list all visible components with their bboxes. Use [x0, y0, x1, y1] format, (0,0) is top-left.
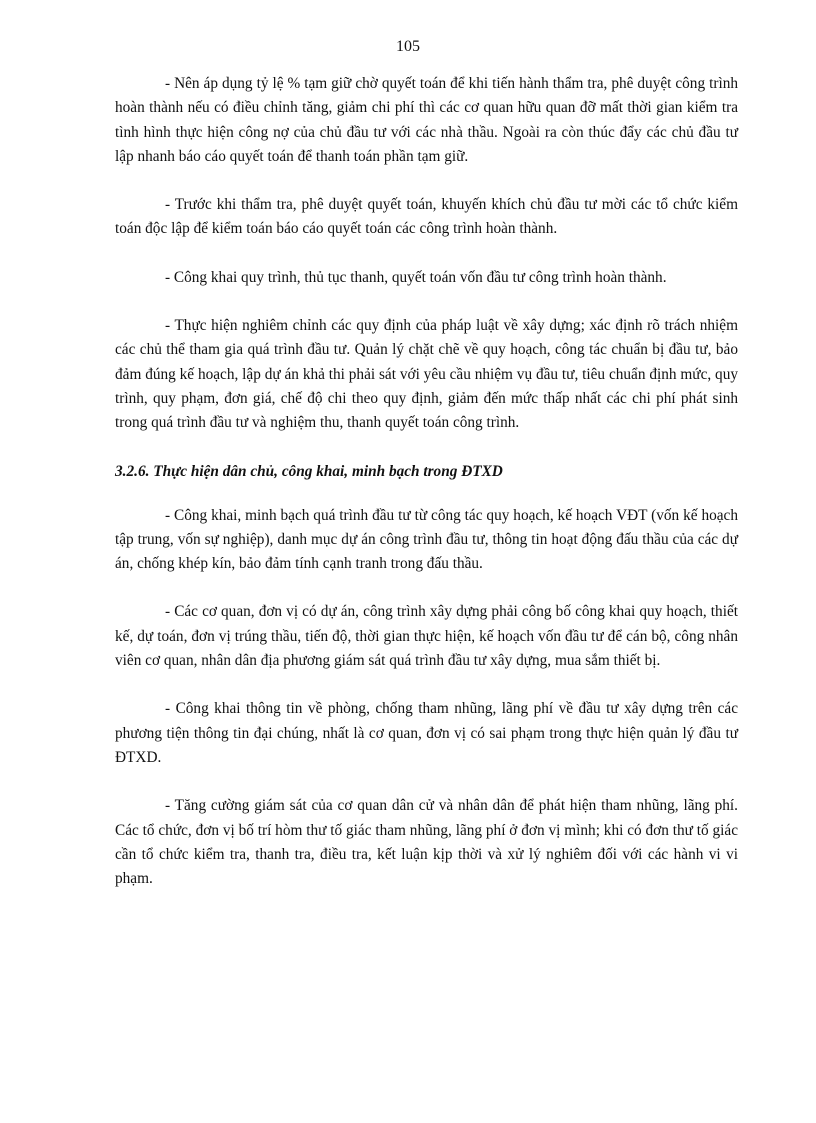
paragraph-public-procedures: - Công khai quy trình, thủ tục thanh, quyết toán vốn đầu tư công trình hoàn thành.: [165, 268, 667, 286]
page-number: 105: [396, 38, 420, 55]
paragraph-transparency-process: - Công khai, minh bạch quá trình đầu tư từ công tác quy hoạch, kế hoạch VĐT (vốn kế hoạch tập trung, vốn sự nghiệp), danh mục dự án công trình đầu tư, thông tin hoạt động đấu thầu của các dự án, chống khép kín, bảo đảm tính cạnh tranh trong đấu thầu.: [115, 506, 738, 573]
paragraph-anti-corruption-info: - Công khai thông tin về phòng, chống tham nhũng, lãng phí về đầu tư xây dựng trên các phương tiện thông tin đại chúng, nhất là cơ quan, đơn vị có sai phạm trong thực hiện quản lý đầu tư ĐTXD.: [115, 700, 738, 766]
paragraph-strict-regulations: - Thực hiện nghiêm chỉnh các quy định của pháp luật về xây dựng; xác định rõ trách nhiệm các chủ thể tham gia quá trình đầu tư. Quản lý chặt chẽ về quy hoạch, công tác chuẩn bị đầu tư, bảo đảm đúng kế hoạch, lập dự án khả thi phải sát với yêu cầu nhiệm vụ đầu tư, tiêu chuẩn định mức, quy trình, quy phạm, đơn giá, chế độ chi theo quy định, giảm đến mức thấp nhất các chi phí phát sinh trong quá trình đầu tư và nghiệm thu, thanh quyết toán công trình.: [115, 317, 738, 432]
page-body: [115, 72, 738, 915]
paragraph-retention-rate: - Nên áp dụng tỷ lệ % tạm giữ chờ quyết toán để khi tiến hành thẩm tra, phê duyệt công trình hoàn thành nếu có điều chỉnh tăng, giảm chi phí thì các cơ quan hữu quan đỡ mất thời gian kiểm tra tình hình thực hiện công nợ của chủ đầu tư với các nhà thầu. Ngoài ra còn thúc đẩy các chủ đầu tư lập nhanh báo cáo quyết toán để thanh toán phần tạm giữ.: [115, 75, 738, 165]
paragraph-independent-audit: - Trước khi thẩm tra, phê duyệt quyết toán, khuyến khích chủ đầu tư mời các tổ chức kiểm toán độc lập để kiểm toán báo cáo quyết toán các công trình hoàn thành.: [115, 196, 738, 238]
paragraph-public-disclosure: - Các cơ quan, đơn vị có dự án, công trình xây dựng phải công bố công khai quy hoạch, thiết kế, dự toán, đơn vị trúng thầu, tiến độ, thời gian thực hiện, kế hoạch vốn đầu tư để cán bộ, công nhân viên cơ quan, nhân dân địa phương giám sát quá trình đầu tư xây dựng, mua sắm thiết bị.: [115, 603, 738, 670]
paragraph-supervision: - Tăng cường giám sát của cơ quan dân cử và nhân dân để phát hiện tham nhũng, lãng phí. Các tổ chức, đơn vị bố trí hòm thư tố giác tham nhũng, lãng phí ở đơn vị mình; khi có đơn thư tố giác cần tổ chức kiểm tra, thanh tra, điều tra, kết luận kịp thời và xử lý nghiêm đối với các hành vi vi phạm.: [115, 797, 738, 888]
section-heading: 3.2.6. Thực hiện dân chủ, công khai, minh bạch trong ĐTXD: [115, 462, 503, 480]
